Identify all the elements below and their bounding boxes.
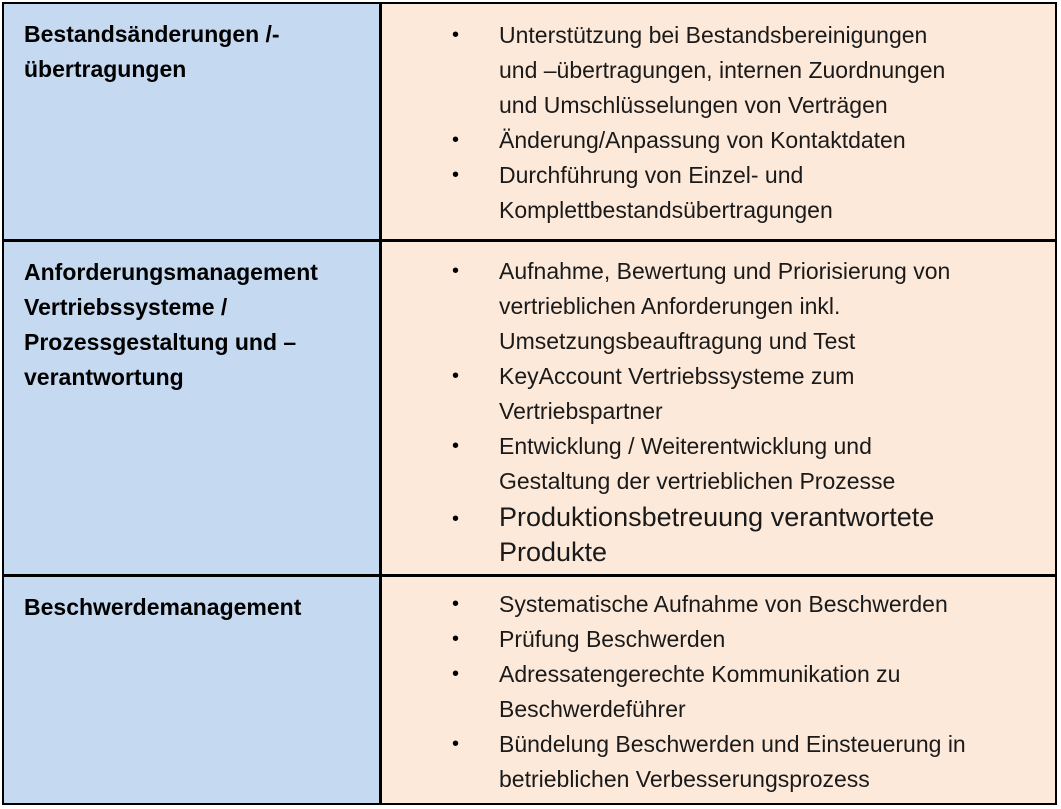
bullet-icon: • — [452, 365, 460, 387]
row-heading-cell — [4, 4, 382, 239]
bullet-icon: • — [452, 733, 460, 755]
row-heading — [24, 17, 280, 87]
row-content-cell — [382, 4, 1055, 239]
bullet-icon: • — [452, 129, 460, 151]
list-item-text: Entwicklung / Weiterentwicklung und Gestaltung der vertrieblichen Prozesse — [499, 433, 896, 494]
bullet-icon: • — [452, 508, 460, 530]
table-row — [4, 239, 1055, 574]
bullet-icon: • — [452, 663, 460, 685]
row-heading — [24, 590, 301, 625]
responsibilities-table — [2, 2, 1057, 805]
table-row — [4, 4, 1055, 239]
heading-line: Beschwerdemanagement — [24, 594, 302, 620]
row-content-cell — [382, 242, 1055, 574]
heading-line: Bestandsänderungen /- — [24, 21, 280, 47]
list-item-text: Prüfung Beschwerden — [499, 626, 726, 652]
table-row — [4, 574, 1055, 803]
list-item-text: Adressatengerechte Kommunikation zu Beschwerdeführer — [499, 661, 901, 722]
row-heading-cell — [4, 577, 382, 803]
bullet-icon: • — [452, 164, 460, 186]
row-content-cell — [382, 577, 1055, 803]
list-item-text: Systematische Aufnahme von Beschwerden — [499, 591, 948, 617]
bullet-icon: • — [452, 260, 460, 282]
list-item-text: KeyAccount Vertriebssysteme zum Vertriebspartner — [499, 363, 855, 424]
list-item-text: Aufnahme, Bewertung und Priorisierung von vertrieblichen Anforderungen inkl. Umsetzungsbeauftragung und Test — [499, 258, 951, 354]
bullet-icon: • — [452, 628, 460, 650]
list-item-text: Bündelung Beschwerden und Einsteuerung in betrieblichen Verbesserungsprozess — [499, 731, 966, 792]
heading-line: Vertriebssysteme / — [24, 294, 228, 320]
list-item-text: Änderung/Anpassung von Kontaktdaten — [499, 127, 906, 153]
bullet-icon: • — [452, 24, 460, 46]
list-item-text: Produktionsbetreuung verantwortete Produkte — [499, 502, 935, 567]
heading-line: Anforderungsmanagement — [24, 259, 318, 285]
row-heading — [24, 255, 318, 395]
list-item-text: Unterstützung bei Bestandsbereinigungen und –übertragungen, internen Zuordnungen und Umschlüsselungen von Verträgen — [499, 22, 946, 118]
row-heading-cell — [4, 242, 382, 574]
bullet-icon: • — [452, 435, 460, 457]
heading-line: übertragungen — [24, 56, 187, 82]
heading-line: Prozessgestaltung und – — [24, 329, 297, 355]
heading-line: verantwortung — [24, 364, 184, 390]
list-item-text: Durchführung von Einzel- und Komplettbestandsübertragungen — [499, 162, 833, 223]
bullet-icon: • — [452, 593, 460, 615]
